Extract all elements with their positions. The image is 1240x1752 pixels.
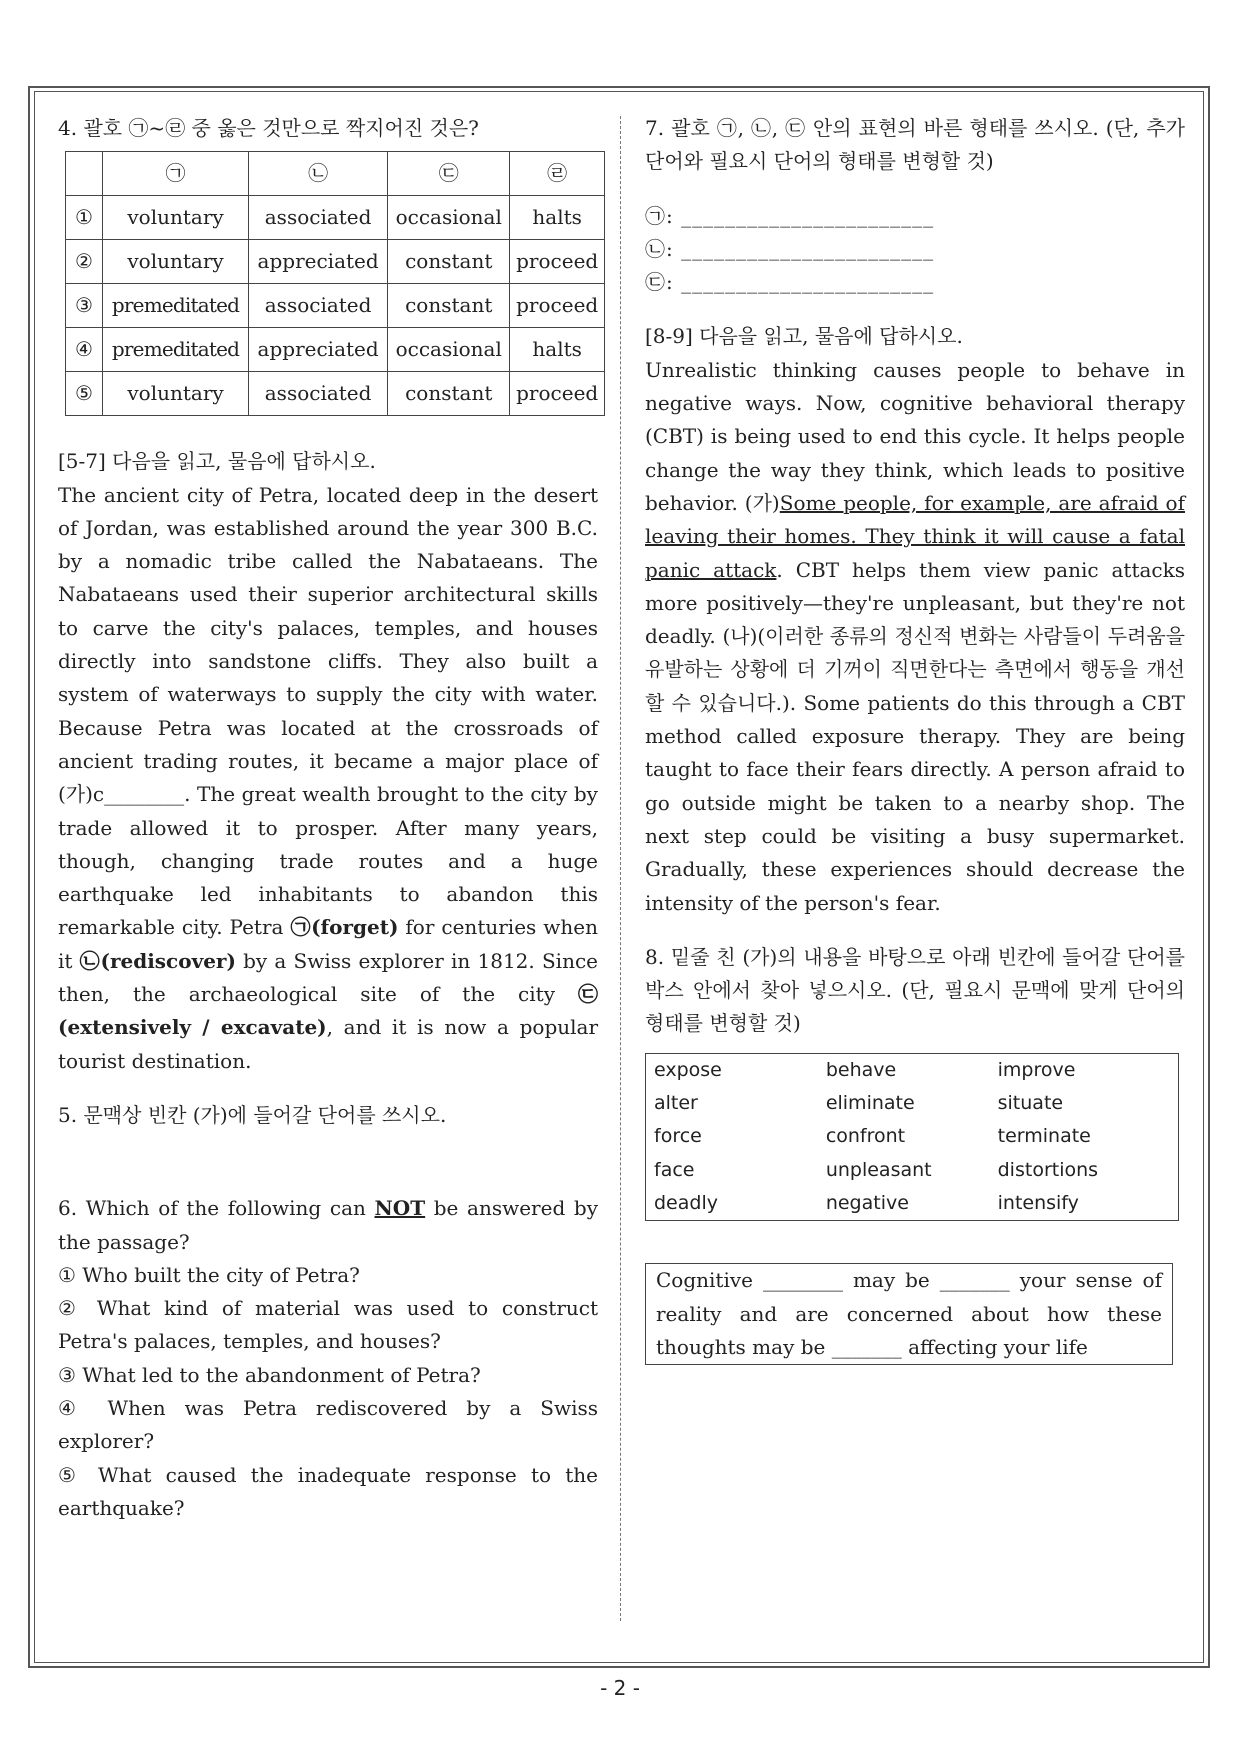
q7-title: 7. 괄호 ㉠, ㉡, ㉢ 안의 표현의 바른 형태를 쓰시오. (단, 추가단어와 필요시 단어의 형태를 변형할 것) — [645, 116, 1185, 174]
passage2-underlined: Some people, for example, are afraid of leaving their homes. They think it will cause a fatal panic attack — [645, 490, 1186, 582]
page-number: - 2 - — [600, 1676, 640, 1700]
passage1-instruction: [5-7] 다음을 읽고, 물음에 답하시오. — [58, 449, 376, 474]
word-item: intensify — [997, 1191, 1079, 1214]
passage1-text-b: for centuries when it — [58, 915, 598, 973]
right-column — [645, 112, 1185, 1365]
q7-blank-a: ㉠: _______________________ — [645, 203, 935, 228]
passage1-text — [58, 479, 598, 1078]
q7-blank-b: ㉡: _______________________ — [645, 236, 935, 261]
word-item: eliminate — [825, 1092, 915, 1115]
table-header-cell: ㉡ — [249, 152, 388, 196]
q6-title-pre: 6. Which of the following can — [58, 1196, 375, 1221]
table-row — [66, 240, 605, 284]
table-cell: proceed — [510, 372, 605, 416]
table-cell: appreciated — [249, 240, 388, 284]
table-cell: halts — [510, 196, 605, 240]
table-cell: ⑤ — [66, 372, 103, 416]
q8-word-box — [645, 1053, 1179, 1221]
table-header-cell: ㉠ — [103, 152, 249, 196]
q5-title: 5. 문맥상 빈칸 (가)에 들어갈 단어를 쓰시오. — [58, 1102, 447, 1127]
passage1-mark-a: ㉠(forget) — [290, 915, 399, 940]
table-cell: halts — [510, 328, 605, 372]
table-cell: voluntary — [103, 240, 249, 284]
table-header-cell: ㉢ — [388, 152, 510, 196]
table-cell: associated — [249, 196, 388, 240]
word-row — [654, 1087, 1170, 1120]
spacer — [58, 1078, 598, 1099]
passage1-text-a: The ancient city of Petra, located deep in the desert of Jordan, was established around the year 300 B.C. by a nomadic tribe called the Nabataeans. The Nabataeans used their superior architectural skills to carve the city's palaces, temples, and houses directly into sandstone cliffs. They also built a system of waterways to supply the city with water. Because Petra was located at the crossroads of ancient trading routes, it became a major place of (가)c________. The great wealth brought to the city by trade allowed it to prosper. After many years, though, changing trade routes and a huge earthquake led inhabitants to abandon this remarkable city. Petra — [58, 482, 598, 940]
word-item: negative — [825, 1191, 909, 1214]
spacer — [645, 299, 1185, 320]
table-cell: appreciated — [249, 328, 388, 372]
q6-option: ① Who built the city of Petra? — [58, 1262, 360, 1287]
passage1-mark-c: ㉢(extensively / excavate) — [58, 982, 598, 1040]
table-header-cell — [66, 152, 103, 196]
passage2-instruction: [8-9] 다음을 읽고, 물음에 답하시오. — [645, 324, 963, 349]
table-cell: ② — [66, 240, 103, 284]
table-row — [66, 328, 605, 372]
left-column — [58, 112, 598, 1525]
table-header-row — [66, 152, 605, 196]
q4-answer-table — [65, 151, 605, 416]
table-row — [66, 284, 605, 328]
word-item: face — [654, 1158, 695, 1181]
word-row — [654, 1187, 1170, 1220]
q4-title: 4. 괄호 ㉠~㉣ 중 옳은 것만으로 짝지어진 것은? — [58, 116, 479, 140]
answer-space — [58, 1132, 598, 1192]
word-item: terminate — [997, 1125, 1091, 1148]
table-cell: constant — [388, 372, 510, 416]
word-item: deadly — [654, 1191, 718, 1214]
q8-title: 8. 밑줄 친 (가)의 내용을 바탕으로 아래 빈칸에 들어갈 단어를 박스 안에서 찾아 넣으시오. (단, 필요시 문맥에 맞게 단어의 형태를 변형할 것) — [645, 944, 1185, 1036]
word-item: unpleasant — [825, 1158, 932, 1181]
table-cell: occasional — [388, 196, 510, 240]
q6-title — [58, 1192, 598, 1259]
word-item: confront — [825, 1125, 906, 1148]
word-item: behave — [825, 1058, 897, 1081]
q6-title-post: be answered by the passage? — [58, 1196, 598, 1254]
table-cell: associated — [249, 372, 388, 416]
table-cell: occasional — [388, 328, 510, 372]
word-item: situate — [997, 1092, 1064, 1115]
table-cell: ④ — [66, 328, 103, 372]
passage1-text-d: , and it is now a popular tourist destination. — [58, 1015, 599, 1073]
passage2-text-b: . CBT helps them view panic attacks more positively—they're unpleasant, but they're not deadly. (나)(이러한 종류의 정신적 변화는 사람들이 두려움을 유발하는 상황에 더 기꺼이 직면한다는 측면에서 행동을 개선할 수 있습니다.). Some patients do this through a CBT method called exposure therapy. They are being taught to face their fears directly. A person afraid to go outside might be taken to a nearby shop. The next step could be visiting a busy supermarket. Gradually, these experiences should decrease the intensity of the person's fear. — [645, 557, 1185, 915]
word-item: distortions — [997, 1158, 1099, 1181]
table-cell: voluntary — [103, 196, 249, 240]
word-row — [654, 1120, 1170, 1153]
table-cell: associated — [249, 284, 388, 328]
table-cell: ③ — [66, 284, 103, 328]
passage2-text-a: Unrealistic thinking causes people to behave in negative ways. Now, cognitive behavioral therapy (CBT) is being used to end this cycle. It helps people change the way they think, which leads to positive behavior. (가) — [645, 357, 1185, 515]
word-item: force — [654, 1125, 702, 1148]
passage2-text — [645, 354, 1185, 920]
table-row — [66, 196, 605, 240]
q7-blank-c: ㉢: _______________________ — [645, 270, 935, 295]
table-cell: constant — [388, 284, 510, 328]
q6-option: ④ When was Petra rediscovered by a Swiss explorer? — [58, 1396, 598, 1454]
passage1-text-c: by a Swiss explorer in 1812. Since then, the archaeological site of the city — [58, 948, 598, 1007]
word-item: improve — [997, 1058, 1076, 1081]
spacer — [645, 179, 1185, 200]
table-row — [66, 372, 605, 416]
table-cell: ① — [66, 196, 103, 240]
word-item: expose — [654, 1058, 722, 1081]
table-cell: constant — [388, 240, 510, 284]
spacer — [645, 920, 1185, 941]
table-cell: proceed — [510, 240, 605, 284]
table-cell: voluntary — [103, 372, 249, 416]
column-divider — [620, 116, 621, 1621]
q6-option: ③ What led to the abandonment of Petra? — [58, 1362, 481, 1387]
word-item: alter — [654, 1092, 698, 1115]
table-cell: premeditated — [103, 328, 249, 372]
q6-option: ② What kind of material was used to construct Petra's palaces, temples, and houses? — [58, 1296, 598, 1354]
q6-option: ⑤ What caused the inadequate response to the earthquake? — [58, 1462, 598, 1520]
word-row — [654, 1154, 1170, 1187]
table-cell: premeditated — [103, 284, 249, 328]
spacer — [58, 424, 598, 445]
table-header-cell: ㉣ — [510, 152, 605, 196]
passage1-mark-b: ㉡(rediscover) — [79, 948, 236, 973]
q6-title-not: NOT — [374, 1196, 426, 1221]
word-row — [654, 1054, 1170, 1087]
q8-sentence-box: Cognitive ________ may be _______ your sense of reality and are concerned about how these thoughts may be _______ affecting your life — [645, 1263, 1173, 1365]
table-cell: proceed — [510, 284, 605, 328]
